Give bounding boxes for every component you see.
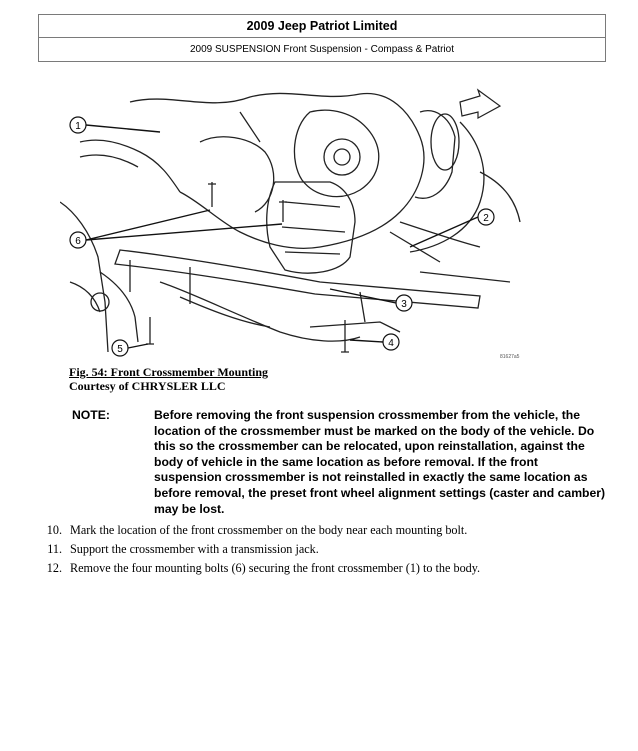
- step-number: 10.: [46, 523, 62, 537]
- svg-text:1: 1: [75, 121, 81, 132]
- note-label: NOTE:: [72, 408, 110, 422]
- step-text: Mark the location of the front crossmember on the body near each mounting bolt.: [70, 523, 468, 537]
- step-text: Support the crossmember with a transmission jack.: [70, 542, 319, 556]
- step-number: 11.: [47, 542, 62, 556]
- list-item: [22, 559, 480, 578]
- callout-4: [383, 334, 399, 350]
- callout-1: [70, 117, 86, 133]
- svg-text:5: 5: [117, 344, 123, 355]
- image-code: 81627a5: [500, 354, 520, 360]
- direction-arrow-icon: [460, 90, 500, 118]
- procedure-steps: [22, 521, 480, 578]
- page-header: [38, 14, 606, 62]
- note-text: Before removing the front suspension crossmember from the vehicle, the location of the crossmember must be marked on the body of the vehicle. Do this so the crossmember can be relocated, upon reinstallation, against the body of vehicle in the same location as before removal. If the front suspension crossmember is not reinstalled in exactly the same location as before removal, the preset front wheel alignment settings (caster and camber) may be lost.: [154, 408, 606, 516]
- header-title: 2009 Jeep Patriot Limited: [39, 15, 605, 38]
- figure-caption: [69, 365, 268, 393]
- callout-2: [478, 209, 494, 225]
- step-text: Remove the four mounting bolts (6) securing the front crossmember (1) to the body.: [70, 561, 481, 575]
- callout-leaders: [86, 125, 478, 348]
- svg-text:2: 2: [483, 213, 489, 224]
- list-item: [22, 540, 480, 559]
- header-subtitle: 2009 SUSPENSION Front Suspension - Compass & Patriot: [189, 44, 454, 55]
- crossmember-illustration: [60, 82, 536, 364]
- engine-bay-line-art: [60, 93, 520, 352]
- svg-text:3: 3: [401, 299, 407, 310]
- callout-3: [396, 295, 412, 311]
- svg-text:4: 4: [388, 338, 394, 349]
- caption-credit: Courtesy of CHRYSLER LLC: [69, 379, 226, 393]
- caption-title: Fig. 54: Front Crossmember Mounting: [69, 365, 268, 379]
- callout-5: [112, 340, 128, 356]
- step-number: 12.: [46, 561, 62, 575]
- callout-6: [70, 232, 86, 248]
- list-item: [22, 521, 480, 540]
- svg-text:6: 6: [75, 236, 81, 247]
